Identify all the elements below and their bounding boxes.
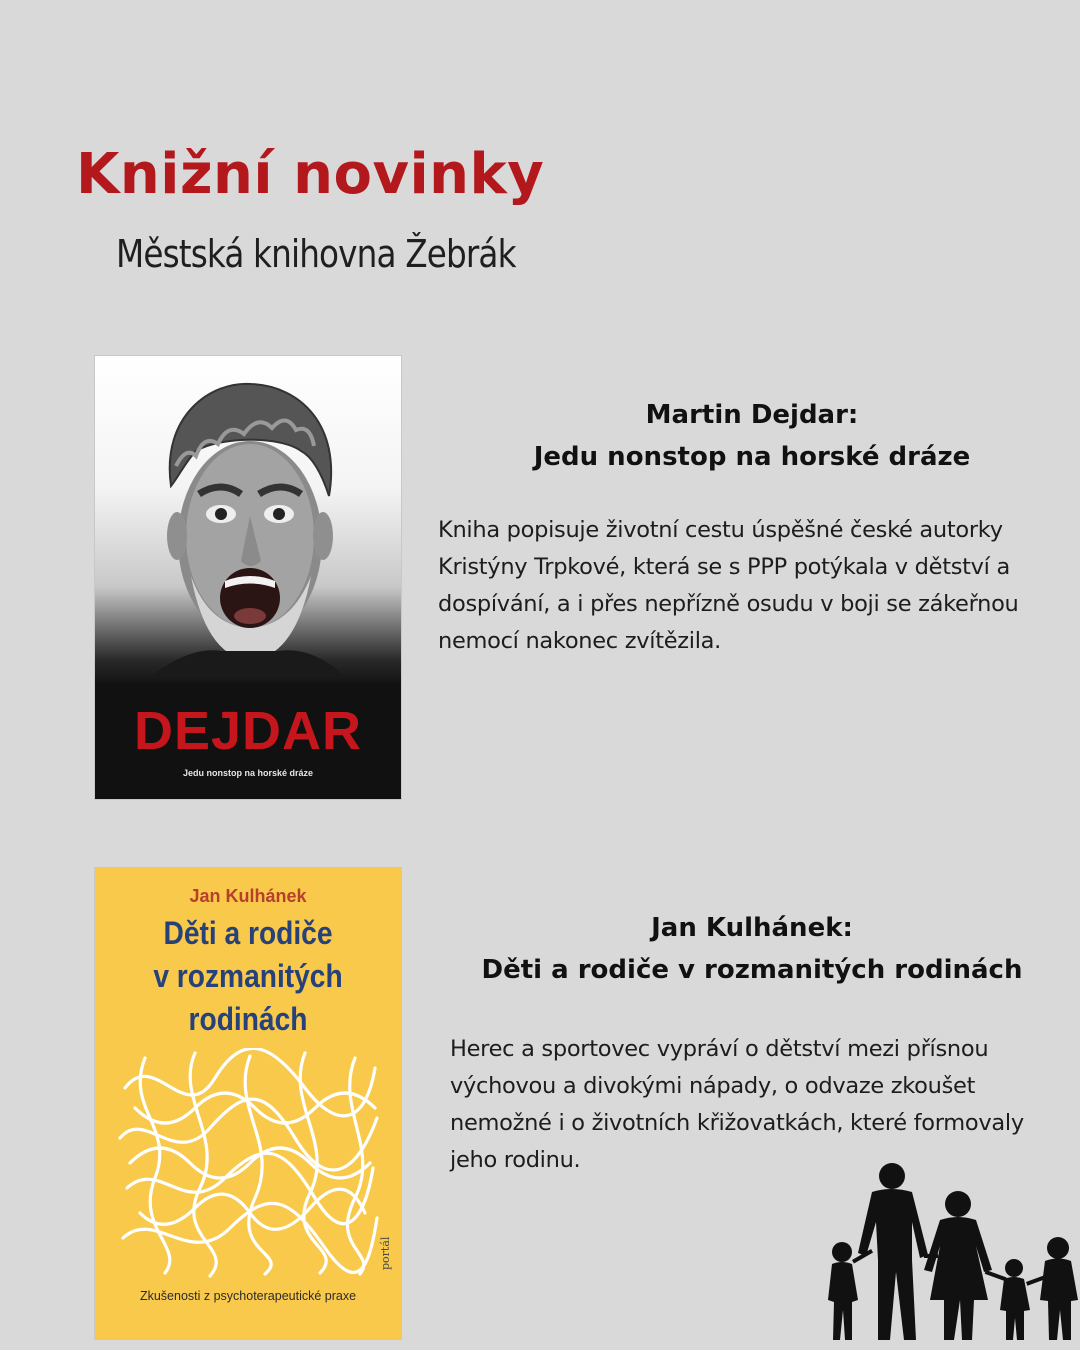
- page-title: Knižní novinky: [76, 142, 545, 207]
- page-subtitle: Městská knihovna Žebrák: [116, 232, 516, 276]
- cover-publisher: portál: [379, 1236, 392, 1270]
- cover-title-line: v rozmanitých: [153, 958, 343, 994]
- family-silhouette-icon: [826, 1160, 1080, 1350]
- book-cover-kulhanek[interactable]: [95, 868, 401, 1339]
- book-2-heading: [432, 907, 1072, 991]
- book-2-title: Děti a rodiče v rozmanitých rodinách: [481, 955, 1023, 985]
- cover-title-line: Děti a rodiče: [163, 915, 333, 951]
- tangled-lines-illustration: [115, 1048, 385, 1278]
- cover-title-line: rodinách: [188, 1001, 308, 1037]
- cover-author: Jan Kulhánek: [189, 886, 307, 906]
- book-2-description: Herec a sportovec vypráví o dětství mezi přísnou výchovou a divokými nápady, o odvaze zkoušet nemožné i o životních křižovatkách, které formovaly jeho rodinu.: [450, 1036, 1024, 1173]
- cover-title: [113, 912, 382, 1041]
- book-1-heading: [432, 394, 1072, 478]
- book-1-title: Jedu nonstop na horské dráze: [533, 442, 971, 472]
- cover-subtitle: Zkušenosti z psychoterapeutické praxe: [139, 1289, 357, 1303]
- book-cover-dejdar[interactable]: [95, 356, 401, 799]
- book-2-author: Jan Kulhánek:: [651, 913, 853, 943]
- book-1-author: Martin Dejdar:: [645, 400, 859, 430]
- cover-small-title: Jedu nonstop na horské dráze: [182, 768, 314, 778]
- cover-big-title: DEJDAR: [133, 701, 363, 761]
- book-1-description: Kniha popisuje životní cestu úspěšné české autorky Kristýny Trpkové, která se s PPP potýkala v dětství a dospívání, a i přes nepřízně osudu v boji se zákeřnou nemocí nakonec zvítězila.: [438, 517, 1019, 654]
- portrait-face-image: [151, 376, 345, 676]
